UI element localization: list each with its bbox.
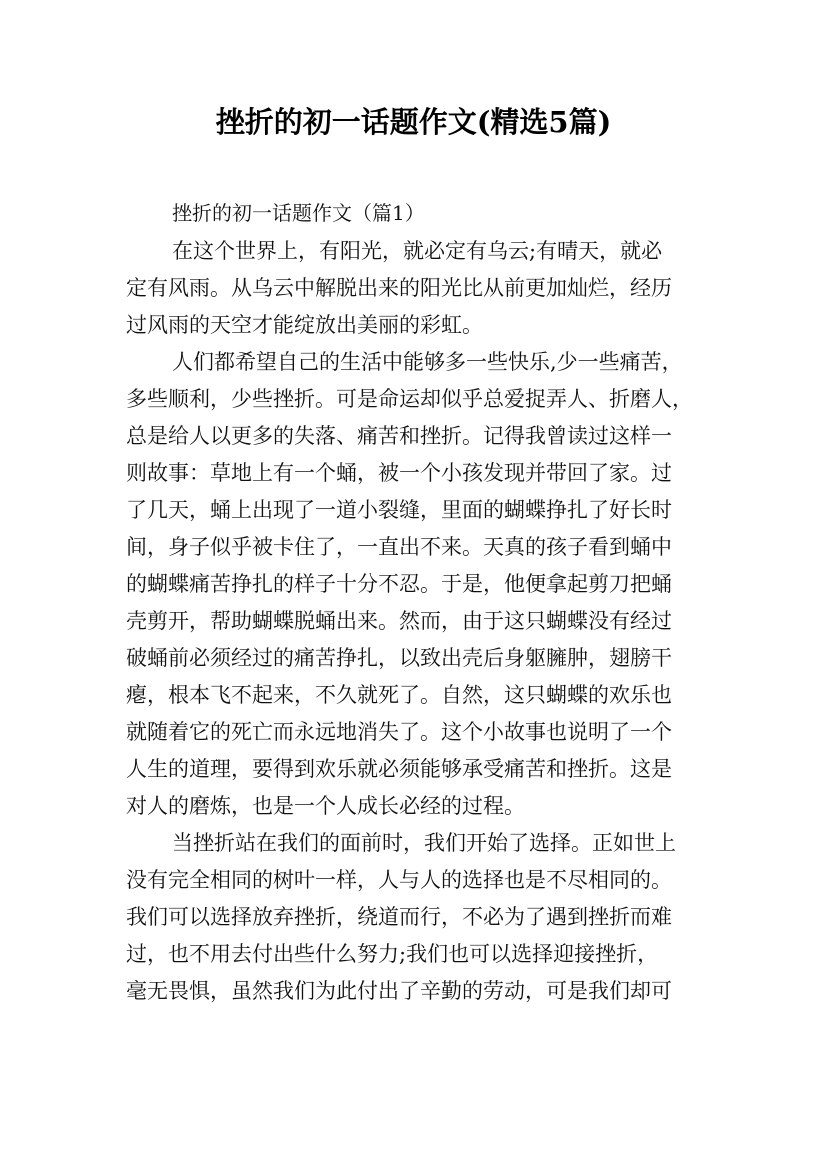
paragraph-line: 在这个世界上，有阳光，就必定有乌云;有晴天，就必 bbox=[172, 239, 663, 263]
paragraph-line: 就随着它的死亡而永远地消失了。这个小故事也说明了一个 bbox=[126, 720, 672, 744]
paragraph-line: 我们可以选择放弃挫折，绕道而行，不必为了遇到挫折而难 bbox=[126, 905, 672, 929]
paragraph-line: 则故事：草地上有一个蛹，被一个小孩发现并带回了家。过 bbox=[126, 461, 672, 485]
paragraph-line: 破蛹前必须经过的痛苦挣扎，以致出壳后身躯臃肿，翅膀干 bbox=[126, 646, 672, 670]
paragraph-line: 人们都希望自己的生活中能够多一些快乐,少一些痛苦， bbox=[172, 350, 683, 374]
paragraph-line: 过风雨的天空才能绽放出美丽的彩虹。 bbox=[126, 313, 483, 337]
paragraph-line: 毫无畏惧，虽然我们为此付出了辛勤的劳动，可是我们却可 bbox=[126, 979, 672, 1003]
paragraph-line: 了几天，蛹上出现了一道小裂缝，里面的蝴蝶挣扎了好长时 bbox=[126, 498, 672, 522]
paragraph-line: 人生的道理，要得到欢乐就必须能够承受痛苦和挫折。这是 bbox=[126, 757, 672, 781]
paragraph-line: 间，身子似乎被卡住了，一直出不来。天真的孩子看到蛹中 bbox=[126, 535, 672, 559]
paragraph-line: 过，也不用去付出些什么努力;我们也可以选择迎接挫折， bbox=[126, 942, 659, 966]
paragraph-line: 瘪，根本飞不起来，不久就死了。自然，这只蝴蝶的欢乐也 bbox=[126, 683, 672, 707]
paragraph-line: 当挫折站在我们的面前时，我们开始了选择。正如世上 bbox=[172, 831, 676, 855]
document-title: 挫折的初一话题作文(精选5篇) bbox=[215, 105, 612, 139]
paragraph-line: 的蝴蝶痛苦挣扎的样子十分不忍。于是，他便拿起剪刀把蛹 bbox=[126, 572, 672, 596]
paragraph-line: 没有完全相同的树叶一样，人与人的选择也是不尽相同的。 bbox=[126, 868, 672, 892]
section-heading: 挫折的初一话题作文（篇1） bbox=[172, 201, 425, 225]
paragraph-line: 对人的磨炼，也是一个人成长必经的过程。 bbox=[126, 794, 525, 818]
paragraph-line: 壳剪开，帮助蝴蝶脱蛹出来。然而，由于这只蝴蝶没有经过 bbox=[126, 609, 672, 633]
paragraph-line: 定有风雨。从乌云中解脱出来的阳光比从前更加灿烂，经历 bbox=[126, 276, 672, 300]
paragraph-line: 总是给人以更多的失落、痛苦和挫折。记得我曾读过这样一 bbox=[126, 424, 672, 448]
paragraph-line: 多些顺利，少些挫折。可是命运却似乎总爱捉弄人、折磨人， bbox=[126, 387, 693, 411]
